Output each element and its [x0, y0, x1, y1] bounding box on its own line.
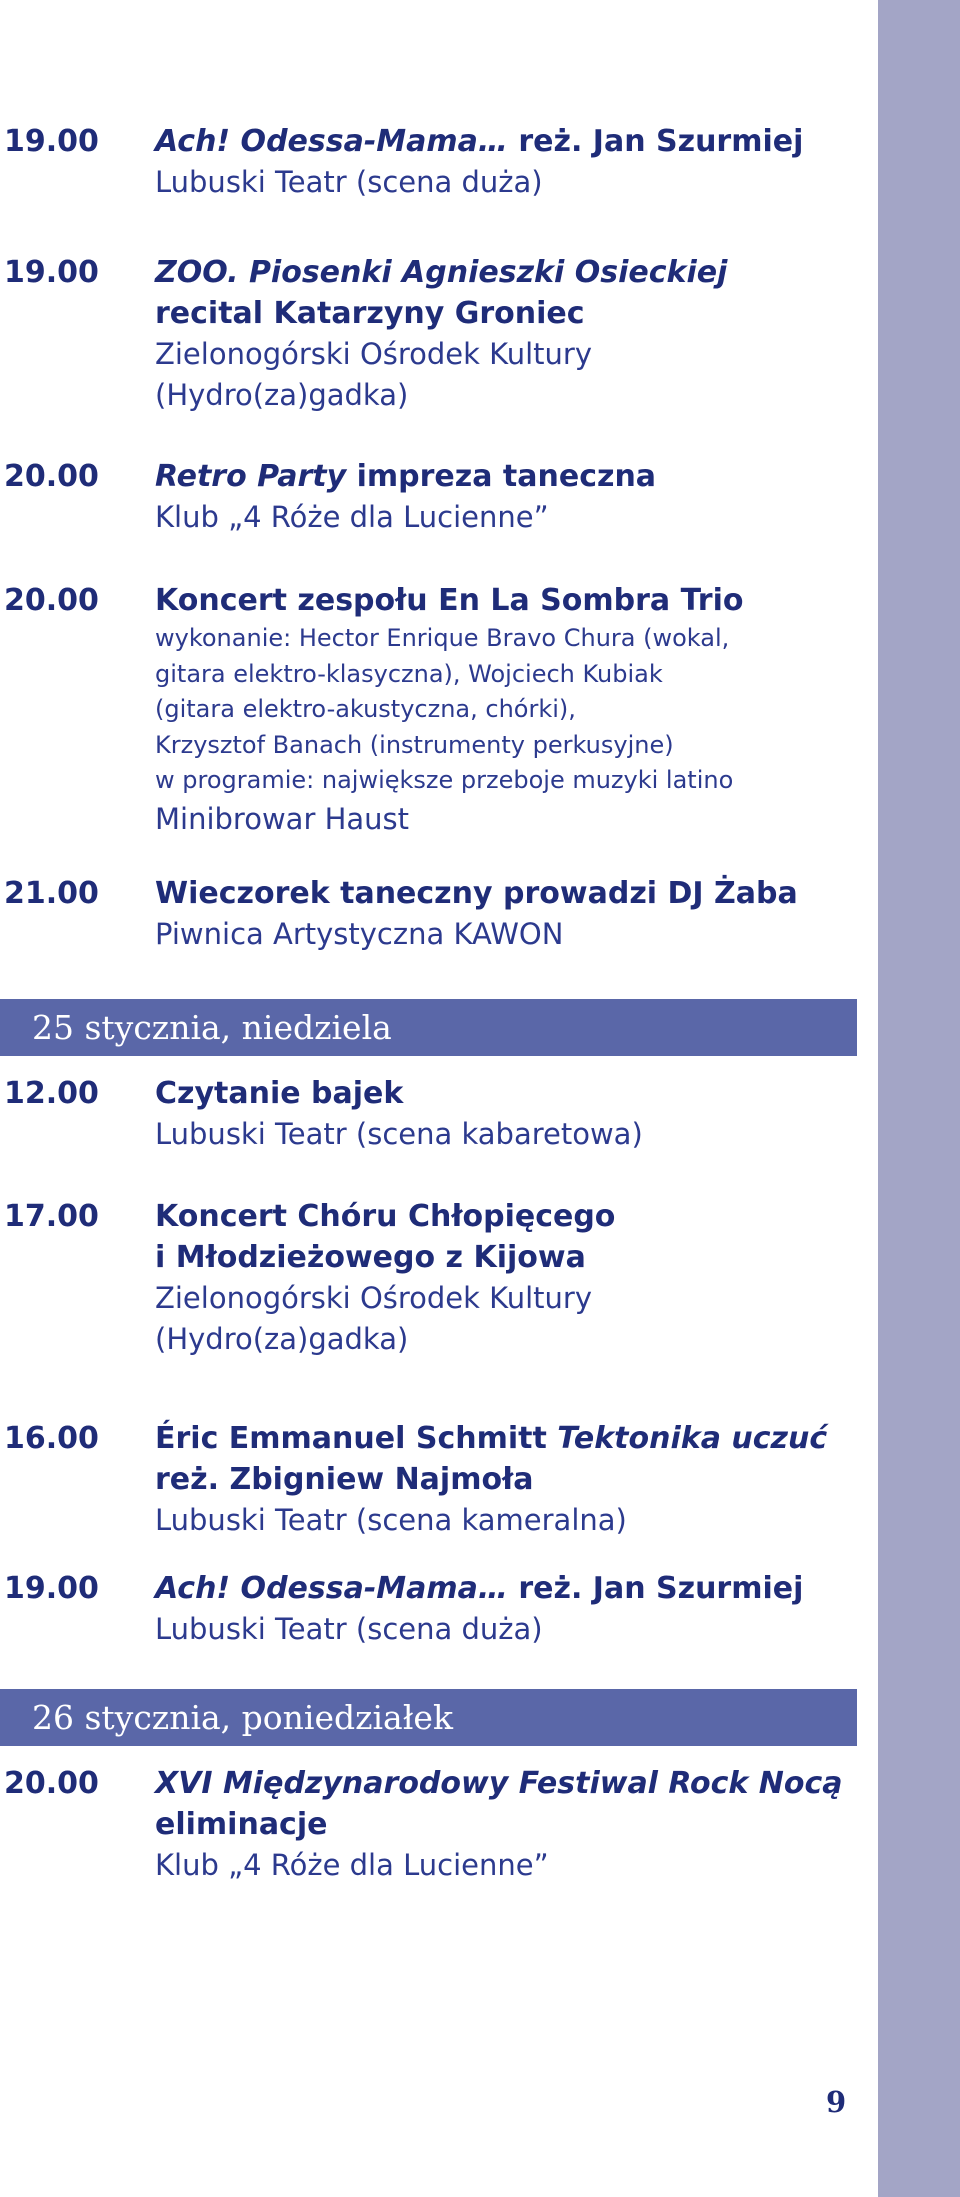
text-segment: XVI Międzynarodowy Festiwal Rock Nocą: [155, 1766, 843, 1801]
event-time: 21.00: [4, 876, 99, 911]
text-segment: eliminacje: [155, 1807, 328, 1842]
event-venue: [155, 1319, 855, 1360]
text-segment: i Młodzieżowego z Kijowa: [155, 1240, 586, 1275]
text-segment: Wieczorek taneczny prowadzi DJ Żaba: [155, 876, 798, 911]
text-segment: Klub „4 Róże dla Lucienne”: [155, 1848, 549, 1882]
day-header: 25 stycznia, niedziela: [0, 999, 857, 1056]
event-description-line: [155, 621, 855, 657]
event-time: 17.00: [4, 1199, 99, 1234]
text-segment: Éric Emmanuel Schmitt: [155, 1421, 558, 1456]
text-segment: Lubuski Teatr (scena duża): [155, 165, 543, 199]
text-segment: Koncert zespołu En La Sombra Trio: [155, 583, 744, 618]
event-time: 12.00: [4, 1076, 99, 1111]
text-segment: (Hydro(za)gadka): [155, 1322, 409, 1356]
day-header: 26 stycznia, poniedziałek: [0, 1689, 857, 1746]
text-segment: (gitara elektro-akustyczna, chórki),: [155, 695, 576, 724]
event-venue: [155, 1609, 855, 1650]
event-title-line: [155, 1804, 855, 1845]
text-segment: reż. Jan Szurmiej: [518, 1571, 804, 1606]
event-details: [155, 1568, 855, 1650]
page-number: 9: [826, 2085, 847, 2119]
text-segment: recital Katarzyny Groniec: [155, 296, 585, 331]
event-venue: [155, 799, 855, 840]
text-segment: Lubuski Teatr (scena kabaretowa): [155, 1117, 643, 1151]
text-segment: Klub „4 Róże dla Lucienne”: [155, 500, 549, 534]
event-venue: [155, 1278, 855, 1319]
event-details: [155, 456, 855, 538]
event-details: [155, 873, 855, 955]
text-segment: Zielonogórski Ośrodek Kultury: [155, 337, 593, 371]
text-segment: Tektonika uczuć: [557, 1421, 828, 1456]
event-venue: [155, 162, 855, 203]
event-venue: [155, 914, 855, 955]
event-venue: [155, 334, 855, 375]
event-title-line: [155, 456, 855, 497]
event-details: [155, 252, 855, 416]
text-segment: ZOO. Piosenki Agnieszki Osieckiej: [155, 255, 728, 290]
event-venue: [155, 1500, 855, 1541]
event-description-line: [155, 763, 855, 799]
event-time: 20.00: [4, 1766, 99, 1801]
text-segment: (Hydro(za)gadka): [155, 378, 409, 412]
event-details: [155, 1196, 855, 1360]
text-segment: Retro Party: [155, 459, 347, 494]
text-segment: Ach! Odessa-Mama…: [155, 124, 519, 159]
event-details: [155, 121, 855, 203]
text-segment: wykonanie: Hector Enrique Bravo Chura (wokal,: [155, 624, 730, 652]
event-time: 20.00: [4, 583, 99, 618]
event-title-line: [155, 580, 855, 621]
text-segment: impreza taneczna: [346, 459, 657, 494]
event-details: [155, 1073, 855, 1155]
event-time: 19.00: [4, 124, 99, 159]
event-title-line: [155, 873, 855, 914]
event-title-line: [155, 293, 855, 334]
event-title-line: [155, 1763, 855, 1804]
event-time: 20.00: [4, 459, 99, 494]
event-description-line: [155, 728, 855, 764]
event-venue: [155, 1845, 855, 1886]
event-title-line: [155, 1568, 855, 1609]
event-title-line: [155, 1237, 855, 1278]
event-title-line: [155, 1418, 855, 1459]
text-segment: Zielonogórski Ośrodek Kultury: [155, 1281, 593, 1315]
event-details: [155, 580, 855, 840]
event-venue: [155, 1114, 855, 1155]
side-strip: [878, 0, 960, 2197]
event-time: 19.00: [4, 255, 99, 290]
text-segment: Lubuski Teatr (scena kameralna): [155, 1503, 627, 1537]
text-segment: Koncert Chóru Chłopięcego: [155, 1199, 616, 1234]
event-time: 19.00: [4, 1571, 99, 1606]
text-segment: Ach! Odessa-Mama…: [155, 1571, 519, 1606]
text-segment: Piwnica Artystyczna KAWON: [155, 917, 564, 951]
event-description-line: [155, 692, 855, 728]
text-segment: Czytanie bajek: [155, 1076, 404, 1111]
event-details: [155, 1418, 855, 1541]
event-time: 16.00: [4, 1421, 99, 1456]
event-title-line: [155, 252, 855, 293]
text-segment: w programie: największe przeboje muzyki latino: [155, 766, 734, 795]
text-segment: Minibrowar Haust: [155, 801, 410, 836]
event-details: [155, 1763, 855, 1886]
text-segment: Lubuski Teatr (scena duża): [155, 1612, 543, 1646]
event-venue: [155, 375, 855, 416]
event-venue: [155, 497, 855, 538]
event-title-line: [155, 1073, 855, 1114]
text-segment: reż. Zbigniew Najmoła: [155, 1462, 534, 1497]
event-title-line: [155, 1459, 855, 1500]
event-title-line: [155, 1196, 855, 1237]
event-title-line: [155, 121, 855, 162]
text-segment: reż. Jan Szurmiej: [518, 124, 804, 159]
text-segment: Krzysztof Banach (instrumenty perkusyjne): [155, 730, 674, 759]
event-description-line: [155, 657, 855, 693]
text-segment: gitara elektro-klasyczna), Wojciech Kubiak: [155, 659, 663, 688]
